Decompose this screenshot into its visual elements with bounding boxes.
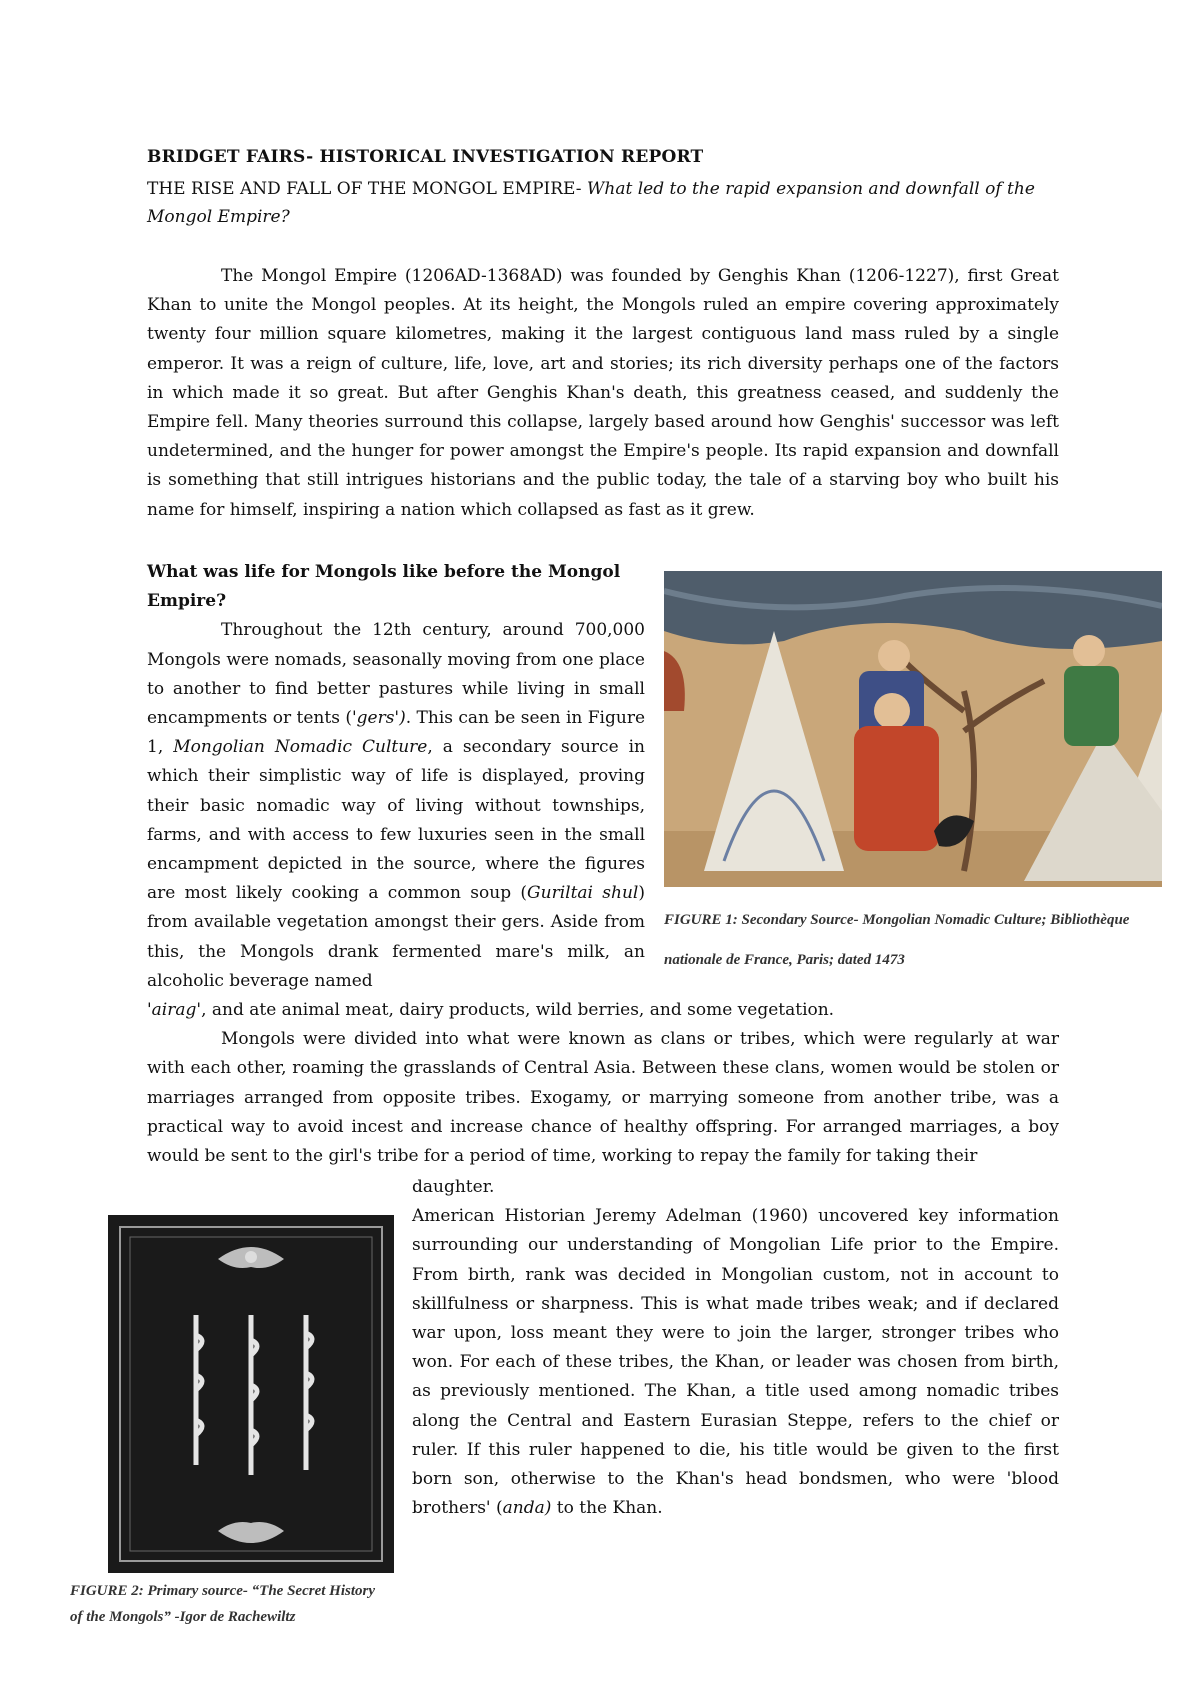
gers-term: 'gers') — [351, 708, 406, 729]
p1-tail — [147, 996, 1059, 1025]
airag-term: 'airag' — [147, 1000, 202, 1020]
intro-paragraph — [147, 262, 1059, 525]
p2-end: daughter. — [412, 1177, 495, 1197]
figure-reference: Mongolian Nomadic Culture — [173, 737, 428, 758]
nomadic-painting-image — [664, 571, 1162, 887]
p3-part: American Historian Jeremy Adelman (1960) uncovered key information surrounding our understanding of Mongolian Life prior to the Empire. From birth, rank was decided in Mongolian custom, not in account to skillfulness or sharpness. This is what made tribes weak; and if declared war upon, loss meant they were to join the larger, stronger tribes who won. For each of these tribes, the Khan, or leader was chosen from birth, as previously mentioned. The Khan, a title used among nomadic tribes along the Central and Eastern Eurasian Steppe, refers to the chief or ruler. If this ruler happened to die, his title would be given to the first born son, otherwise to the Khan's head bondsmen, who were 'blood brothers' ( — [412, 1206, 1059, 1519]
figure-2-caption-line1: FIGURE 2: Primary source- “The Secret History — [70, 1583, 375, 1599]
figure-2-caption — [70, 1578, 430, 1630]
p1-part: ) from available vegetation amongst their gers. Aside from this, the Mongols drank fermented mare's milk, an alcoholic beverage named — [147, 883, 645, 991]
p1-part: , and ate animal meat, dairy products, wild berries, and some vegetation. — [201, 1000, 835, 1020]
soup-term: Guriltai shul — [527, 883, 639, 904]
p3-part: to the Khan. — [551, 1498, 663, 1519]
subtitle-question: What led to the rapid expansion and downfall of the Mongol Empire? — [147, 179, 1035, 227]
anda-term: anda) — [502, 1498, 552, 1519]
figure-1-painting — [664, 571, 1162, 887]
section-column — [147, 558, 645, 996]
section-paragraph-1 — [147, 616, 645, 996]
p1-part: , a secondary source in which their simplistic way of life is displayed, proving their basic nomadic way of living without townships, farms, and with access to few luxuries seen in the small encampment depicted in the source, where the figures are most likely cooking a common soup ( — [147, 737, 645, 904]
figure-1-caption — [664, 900, 1184, 980]
right-column — [412, 1173, 1059, 1523]
figure-2-book-cover — [108, 1215, 394, 1573]
figure-1-caption-line2: nationale de France, Paris; dated 1473 — [664, 952, 905, 968]
section-paragraph-3 — [412, 1202, 1059, 1523]
subtitle-plain: THE RISE AND FALL OF THE MONGOL EMPIRE- — [147, 179, 587, 199]
intro-text: The Mongol Empire (1206AD-1368AD) was founded by Genghis Khan (1206-1227), first Great Khan to unite the Mongol peoples. At its height, the Mongols ruled an empire covering approximately twenty four million square kilometres, making it the largest contiguous land mass ruled by a single emperor. It was a reign of culture, life, love, art and stories; its rich diversity perhaps one of the factors in which made it so great. But after Genghis Khan's death, this greatness ceased, and suddenly the Empire fell. Many theories surround this collapse, largely based around how Genghis' successor was left undetermined, and the hunger for power amongst the Empire's people. Its rapid expansion and downfall is something that still intrigues historians and the public today, the tale of a starving boy who built his name for himself, inspiring a nation which collapsed as fast as it grew. — [147, 266, 1059, 520]
p1-part: Throughout the 12th century, around 700,000 Mongols were nomads, seasonally moving from one place to another to find better pastures while living in small encampments or tents ( — [147, 620, 645, 729]
p1-part: . This can be seen in Figure 1, — [147, 708, 646, 758]
secret-history-cover-image — [108, 1215, 394, 1573]
section-paragraph-2: Mongols were divided into what were known as clans or tribes, which were regularly at war with each other, roaming the grasslands of Central Asia. Between these clans, women would be stolen or marriages arranged from opposite tribes. Exogamy, or marrying someone from another tribe, was a practical way to avoid incest and increase chance of healthy offspring. For arranged marriages, a boy would be sent to the girl's tribe for a period of time, working to repay the family for taking their — [147, 1029, 1059, 1167]
section-heading: What was life for Mongols like before the Mongol Empire? — [147, 562, 621, 612]
figure-1-caption-line1: FIGURE 1: Secondary Source- Mongolian Nomadic Culture; Bibliothèque — [664, 912, 1130, 928]
report-title: BRIDGET FAIRS- HISTORICAL INVESTIGATION REPORT — [147, 147, 704, 167]
section-continuation — [147, 996, 1059, 1171]
figure-2-caption-line2: of the Mongols” -Igor de Rachewiltz — [70, 1609, 296, 1625]
report-subtitle — [147, 175, 1062, 231]
